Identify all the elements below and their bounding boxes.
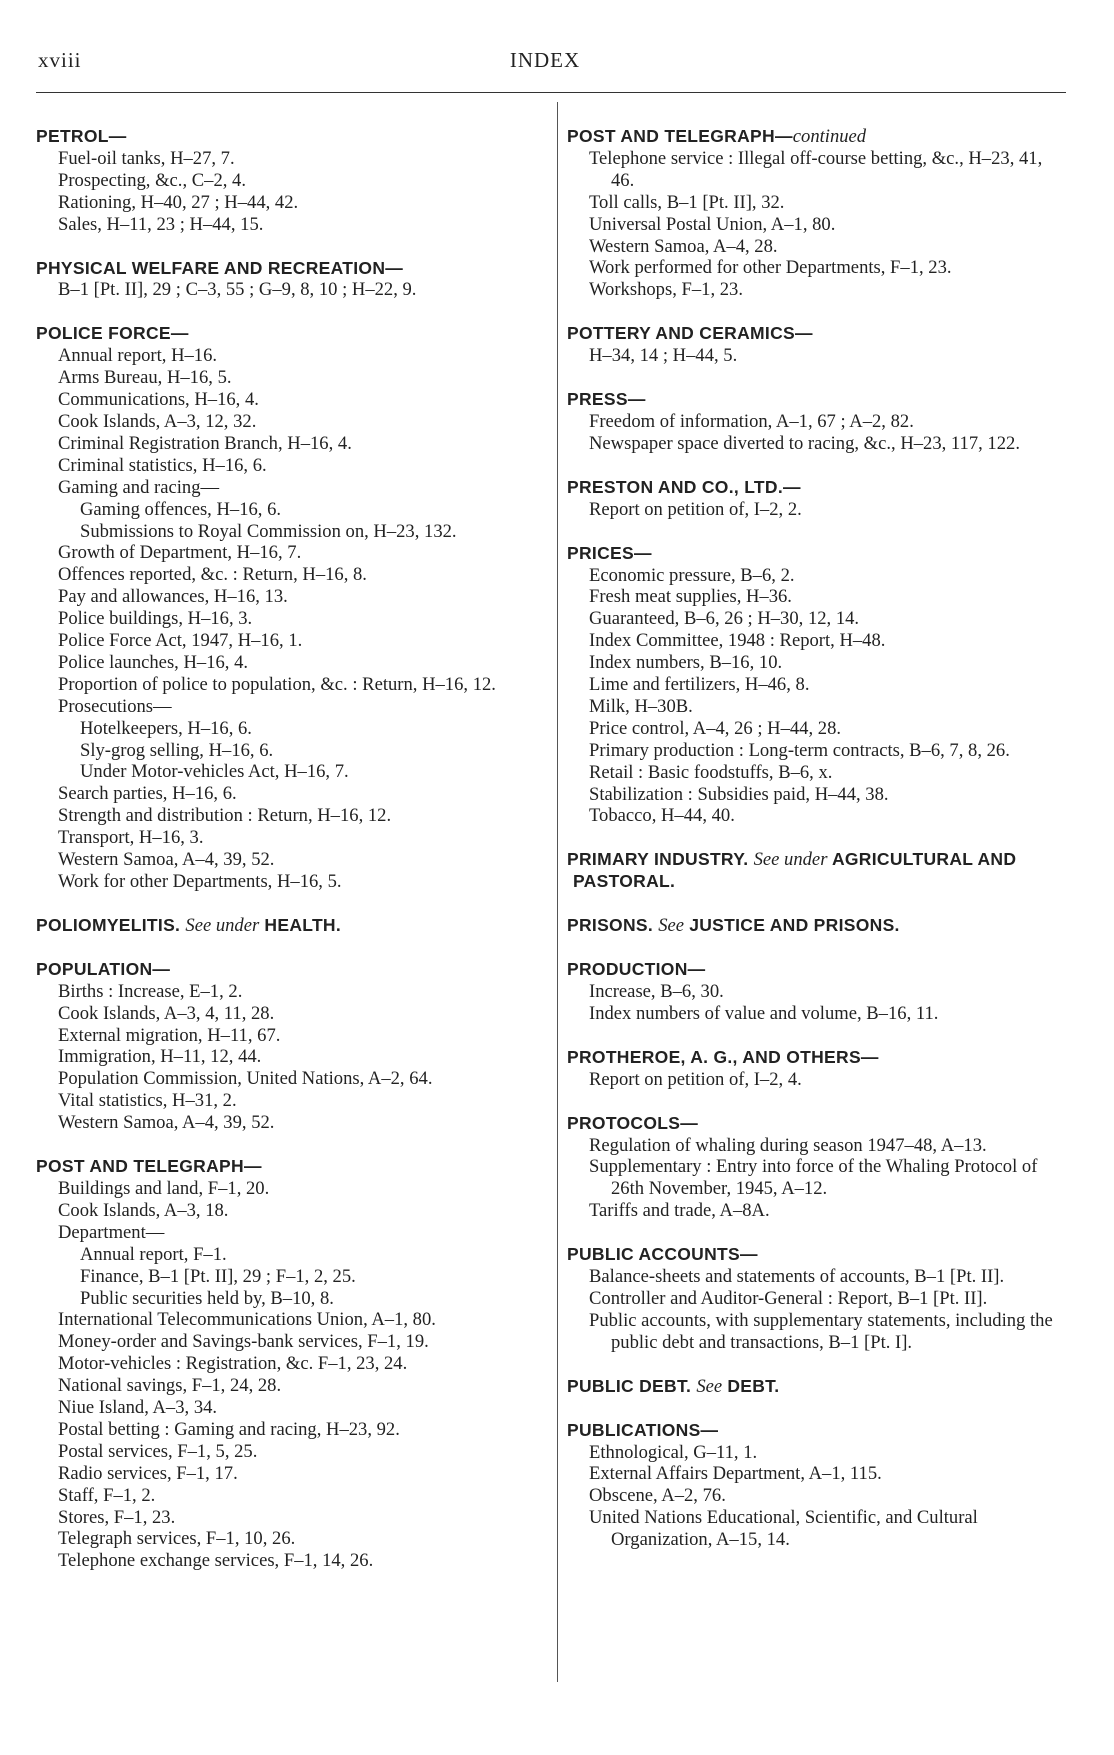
subentry: Economic pressure, B–6, 2.	[589, 564, 795, 586]
index-entry	[36, 915, 541, 937]
entry-heading	[567, 389, 1067, 411]
subentry: Western Samoa, A–4, 28.	[589, 235, 778, 257]
subentry: Index numbers, B–16, 10.	[589, 652, 783, 674]
subentry: Ethnological, G–11, 1.	[589, 1441, 758, 1463]
subentry: Annual report, F–1.	[80, 1243, 227, 1265]
subentry: Toll calls, B–1 [Pt. II], 32.	[589, 191, 785, 213]
index-entry	[567, 959, 1067, 1025]
reference-target: JUSTICE AND PRISONS.	[689, 915, 900, 936]
entry-heading	[567, 126, 1067, 148]
entry-heading	[36, 258, 541, 280]
index-entry	[567, 126, 1067, 301]
heading-text: PUBLICATIONS—	[567, 1419, 719, 1440]
subentry: Niue Island, A–3, 34.	[58, 1397, 218, 1419]
heading-text: POST AND TELEGRAPH—	[36, 1156, 262, 1177]
heading-text: PUBLIC DEBT.	[567, 1375, 692, 1396]
entry-heading	[567, 477, 1067, 499]
subentry: H–34, 14 ; H–44, 5.	[589, 345, 738, 367]
subentry: Staff, F–1, 2.	[58, 1484, 156, 1506]
subentry: Newspaper space diverted to racing, &c., H–23, 117, 122.	[589, 432, 1020, 454]
index-entry	[567, 849, 1067, 893]
subentry: Freedom of information, A–1, 67 ; A–2, 82.	[589, 410, 914, 432]
heading-text: PROTHEROE, A. G., AND OTHERS—	[567, 1046, 879, 1067]
subentry: Public accounts, with supplementary statements, including the public debt and transactions, B–1 [Pt. I].	[589, 1309, 1053, 1353]
subentry: Department—	[58, 1221, 165, 1243]
subentry: Arms Bureau, H–16, 5.	[58, 367, 232, 389]
subentry: Supplementary : Entry into force of the Whaling Protocol of 26th November, 1945, A–12.	[589, 1156, 1038, 1200]
subentry: Growth of Department, H–16, 7.	[58, 542, 302, 564]
subentry: Rationing, H–40, 27 ; H–44, 42.	[58, 191, 299, 213]
index-entry	[567, 477, 1067, 521]
heading-text: PRICES—	[567, 542, 652, 563]
subentry: Prospecting, &c., C–2, 4.	[58, 169, 246, 191]
subentry: National savings, F–1, 24, 28.	[58, 1375, 282, 1397]
column-divider	[557, 102, 558, 1682]
subentry: Retail : Basic foodstuffs, B–6, x.	[589, 761, 833, 783]
subentry: Obscene, A–2, 76.	[589, 1485, 726, 1507]
subentry: Search parties, H–16, 6.	[58, 783, 237, 805]
subentry: Index numbers of value and volume, B–16, 11.	[589, 1002, 939, 1024]
continued-note: continued	[792, 126, 867, 147]
heading-text: POST AND TELEGRAPH—	[567, 126, 793, 146]
subentry: Controller and Auditor-General : Report, B–1 [Pt. II].	[589, 1287, 988, 1309]
subentry: B–1 [Pt. II], 29 ; C–3, 55 ; G–9, 8, 10 ; H–22, 9.	[58, 279, 417, 301]
heading-text: PRESTON AND CO., LTD.—	[567, 476, 801, 497]
subentry: Under Motor-vehicles Act, H–16, 7.	[80, 761, 349, 783]
subentry: Guaranteed, B–6, 26 ; H–30, 12, 14.	[589, 608, 860, 630]
subentry: Postal services, F–1, 5, 25.	[58, 1440, 258, 1462]
subentry: Proportion of police to population, &c. : Return, H–16, 12.	[58, 673, 496, 695]
subentry: Increase, B–6, 30.	[589, 981, 724, 1002]
subentry: Price control, A–4, 26 ; H–44, 28.	[589, 717, 842, 739]
subentry: Gaming offences, H–16, 6.	[80, 498, 282, 520]
index-entry	[567, 915, 1067, 937]
left-column	[36, 126, 541, 1594]
index-entry	[567, 1047, 1067, 1091]
subentry: Prosecutions—	[58, 695, 172, 717]
entry-heading	[36, 323, 541, 345]
subentry: Offences reported, &c. : Return, H–16, 8.	[58, 564, 367, 586]
subentry: Hotelkeepers, H–16, 6.	[80, 717, 252, 739]
page-title: INDEX	[509, 48, 581, 72]
heading-text: POLIOMYELITIS.	[36, 914, 181, 935]
subentry: Report on petition of, I–2, 4.	[589, 1068, 802, 1090]
index-entry	[567, 1420, 1067, 1551]
entry-heading	[36, 1156, 541, 1178]
subentry: Western Samoa, A–4, 39, 52.	[58, 849, 275, 871]
entry-heading	[567, 1244, 1067, 1266]
heading-text: POPULATION—	[36, 958, 171, 979]
subentry: Telephone service : Illegal off-course betting, &c., H–23, 41, 46.	[589, 147, 1043, 191]
subentry: Balance-sheets and statements of accounts, B–1 [Pt. II].	[589, 1266, 1005, 1288]
subentry: Criminal Registration Branch, H–16, 4.	[58, 432, 352, 454]
subentry: Buildings and land, F–1, 20.	[58, 1177, 270, 1199]
entry-heading	[567, 1047, 1067, 1069]
heading-text: PROTOCOLS—	[567, 1112, 699, 1133]
subentry: Work for other Departments, H–16, 5.	[58, 871, 342, 892]
subentry: Fuel-oil tanks, H–27, 7.	[58, 147, 235, 169]
see-reference: See	[696, 1375, 723, 1397]
subentry: Annual report, H–16.	[58, 345, 218, 367]
index-entry	[567, 1113, 1067, 1223]
subentry: Workshops, F–1, 23.	[589, 279, 743, 301]
see-reference: See	[658, 915, 685, 937]
see-reference: See under	[753, 849, 828, 871]
subentry: Police Force Act, 1947, H–16, 1.	[58, 630, 303, 652]
heading-text: POLICE FORCE—	[36, 323, 189, 344]
subentry: Western Samoa, A–4, 39, 52.	[58, 1112, 275, 1134]
subentry: Radio services, F–1, 17.	[58, 1462, 238, 1484]
subentry: Tobacco, H–44, 40.	[589, 805, 735, 827]
heading-text: PETROL—	[36, 126, 127, 146]
index-entry	[36, 959, 541, 1134]
subentry: Public securities held by, B–10, 8.	[80, 1287, 334, 1309]
reference-target: HEALTH.	[264, 914, 342, 935]
reference-target: DEBT.	[727, 1375, 780, 1396]
index-entry	[36, 126, 541, 236]
subentry: United Nations Educational, Scientific, and Cultural Organization, A–15, 14.	[589, 1507, 978, 1551]
subentry: Index Committee, 1948 : Report, H–48.	[589, 630, 886, 652]
subentry: Money-order and Savings-bank services, F–1, 19.	[58, 1331, 429, 1353]
right-column	[567, 126, 1067, 1573]
heading-text: PHYSICAL WELFARE AND RECREATION—	[36, 257, 404, 278]
entry-heading	[567, 323, 1067, 345]
subentry: Transport, H–16, 3.	[58, 827, 204, 849]
subentry: Criminal statistics, H–16, 6.	[58, 454, 267, 476]
subentry: Lime and fertilizers, H–46, 8.	[589, 674, 810, 696]
subentry: Primary production : Long-term contracts, B–6, 7, 8, 26.	[589, 739, 1010, 761]
index-entry	[567, 1376, 1067, 1398]
subentry: Pay and allowances, H–16, 13.	[58, 586, 288, 608]
index-entry	[567, 323, 1067, 367]
subentry: Births : Increase, E–1, 2.	[58, 980, 243, 1002]
entry-heading	[567, 1376, 1067, 1398]
subentry: Vital statistics, H–31, 2.	[58, 1090, 237, 1112]
subentry: Submissions to Royal Commission on, H–23, 132.	[80, 520, 457, 542]
entry-heading	[567, 959, 1067, 981]
subentry: Population Commission, United Nations, A–2, 64.	[58, 1068, 433, 1090]
subentry: Tariffs and trade, A–8A.	[589, 1200, 770, 1222]
subentry: Milk, H–30B.	[589, 695, 693, 717]
entry-heading	[567, 1113, 1067, 1135]
subentry: Fresh meat supplies, H–36.	[589, 586, 792, 608]
subentry: Work performed for other Departments, F–1, 23.	[589, 257, 952, 279]
page-number: xviii	[38, 48, 82, 72]
heading-text: PRISONS.	[567, 915, 654, 936]
heading-text: POTTERY AND CERAMICS—	[567, 323, 813, 344]
subentry: Postal betting : Gaming and racing, H–23, 92.	[58, 1418, 400, 1440]
subentry: Stabilization : Subsidies paid, H–44, 38.	[589, 783, 889, 805]
subentry: Cook Islands, A–3, 12, 32.	[58, 410, 257, 432]
subentry: Sly-grog selling, H–16, 6.	[80, 739, 274, 761]
subentry: Immigration, H–11, 12, 44.	[58, 1046, 262, 1068]
entry-heading	[36, 959, 541, 981]
subentry: Report on petition of, I–2, 2.	[589, 498, 802, 520]
subentry: Stores, F–1, 23.	[58, 1506, 176, 1528]
subentry: Communications, H–16, 4.	[58, 389, 259, 411]
heading-text: PRESS—	[567, 389, 646, 410]
entry-heading	[567, 915, 1067, 937]
subentry: Cook Islands, A–3, 4, 11, 28.	[58, 1002, 275, 1024]
subentry: Regulation of whaling during season 1947–48, A–13.	[589, 1134, 987, 1156]
subentry: Finance, B–1 [Pt. II], 29 ; F–1, 2, 25.	[80, 1265, 356, 1287]
index-entry	[567, 389, 1067, 455]
see-reference: See under	[185, 914, 260, 936]
entry-heading	[36, 915, 541, 937]
index-entry	[36, 323, 541, 893]
subentry: External migration, H–11, 67.	[58, 1024, 281, 1046]
heading-text: PRIMARY INDUSTRY.	[567, 849, 749, 870]
subentry: Motor-vehicles : Registration, &c. F–1, 23, 24.	[58, 1353, 408, 1375]
subentry: Sales, H–11, 23 ; H–44, 15.	[58, 213, 264, 235]
subentry: External Affairs Department, A–1, 115.	[589, 1463, 882, 1485]
index-entry	[567, 543, 1067, 828]
subentry: Universal Postal Union, A–1, 80.	[589, 213, 836, 235]
reference-target: AGRICULTURAL AND PASTORAL.	[573, 849, 1017, 892]
subentry: International Telecommunications Union, A–1, 80.	[58, 1309, 436, 1331]
index-entry	[36, 258, 541, 302]
entry-heading	[36, 126, 541, 148]
header-rule	[36, 92, 1066, 93]
subentry: Cook Islands, A–3, 18.	[58, 1199, 229, 1221]
entry-heading	[567, 849, 1067, 893]
heading-text: PRODUCTION—	[567, 959, 706, 980]
subentry: Police buildings, H–16, 3.	[58, 608, 253, 630]
subentry: Gaming and racing—	[58, 476, 220, 498]
subentry: Telegraph services, F–1, 10, 26.	[58, 1528, 296, 1550]
index-entry	[36, 1156, 541, 1572]
heading-text: PUBLIC ACCOUNTS—	[567, 1244, 758, 1265]
entry-heading	[567, 1420, 1067, 1442]
subentry: Strength and distribution : Return, H–16, 12.	[58, 805, 392, 827]
subentry: Telephone exchange services, F–1, 14, 26.	[58, 1550, 374, 1572]
entry-heading	[567, 543, 1067, 565]
index-entry	[567, 1244, 1067, 1354]
subentry: Police launches, H–16, 4.	[58, 651, 249, 673]
